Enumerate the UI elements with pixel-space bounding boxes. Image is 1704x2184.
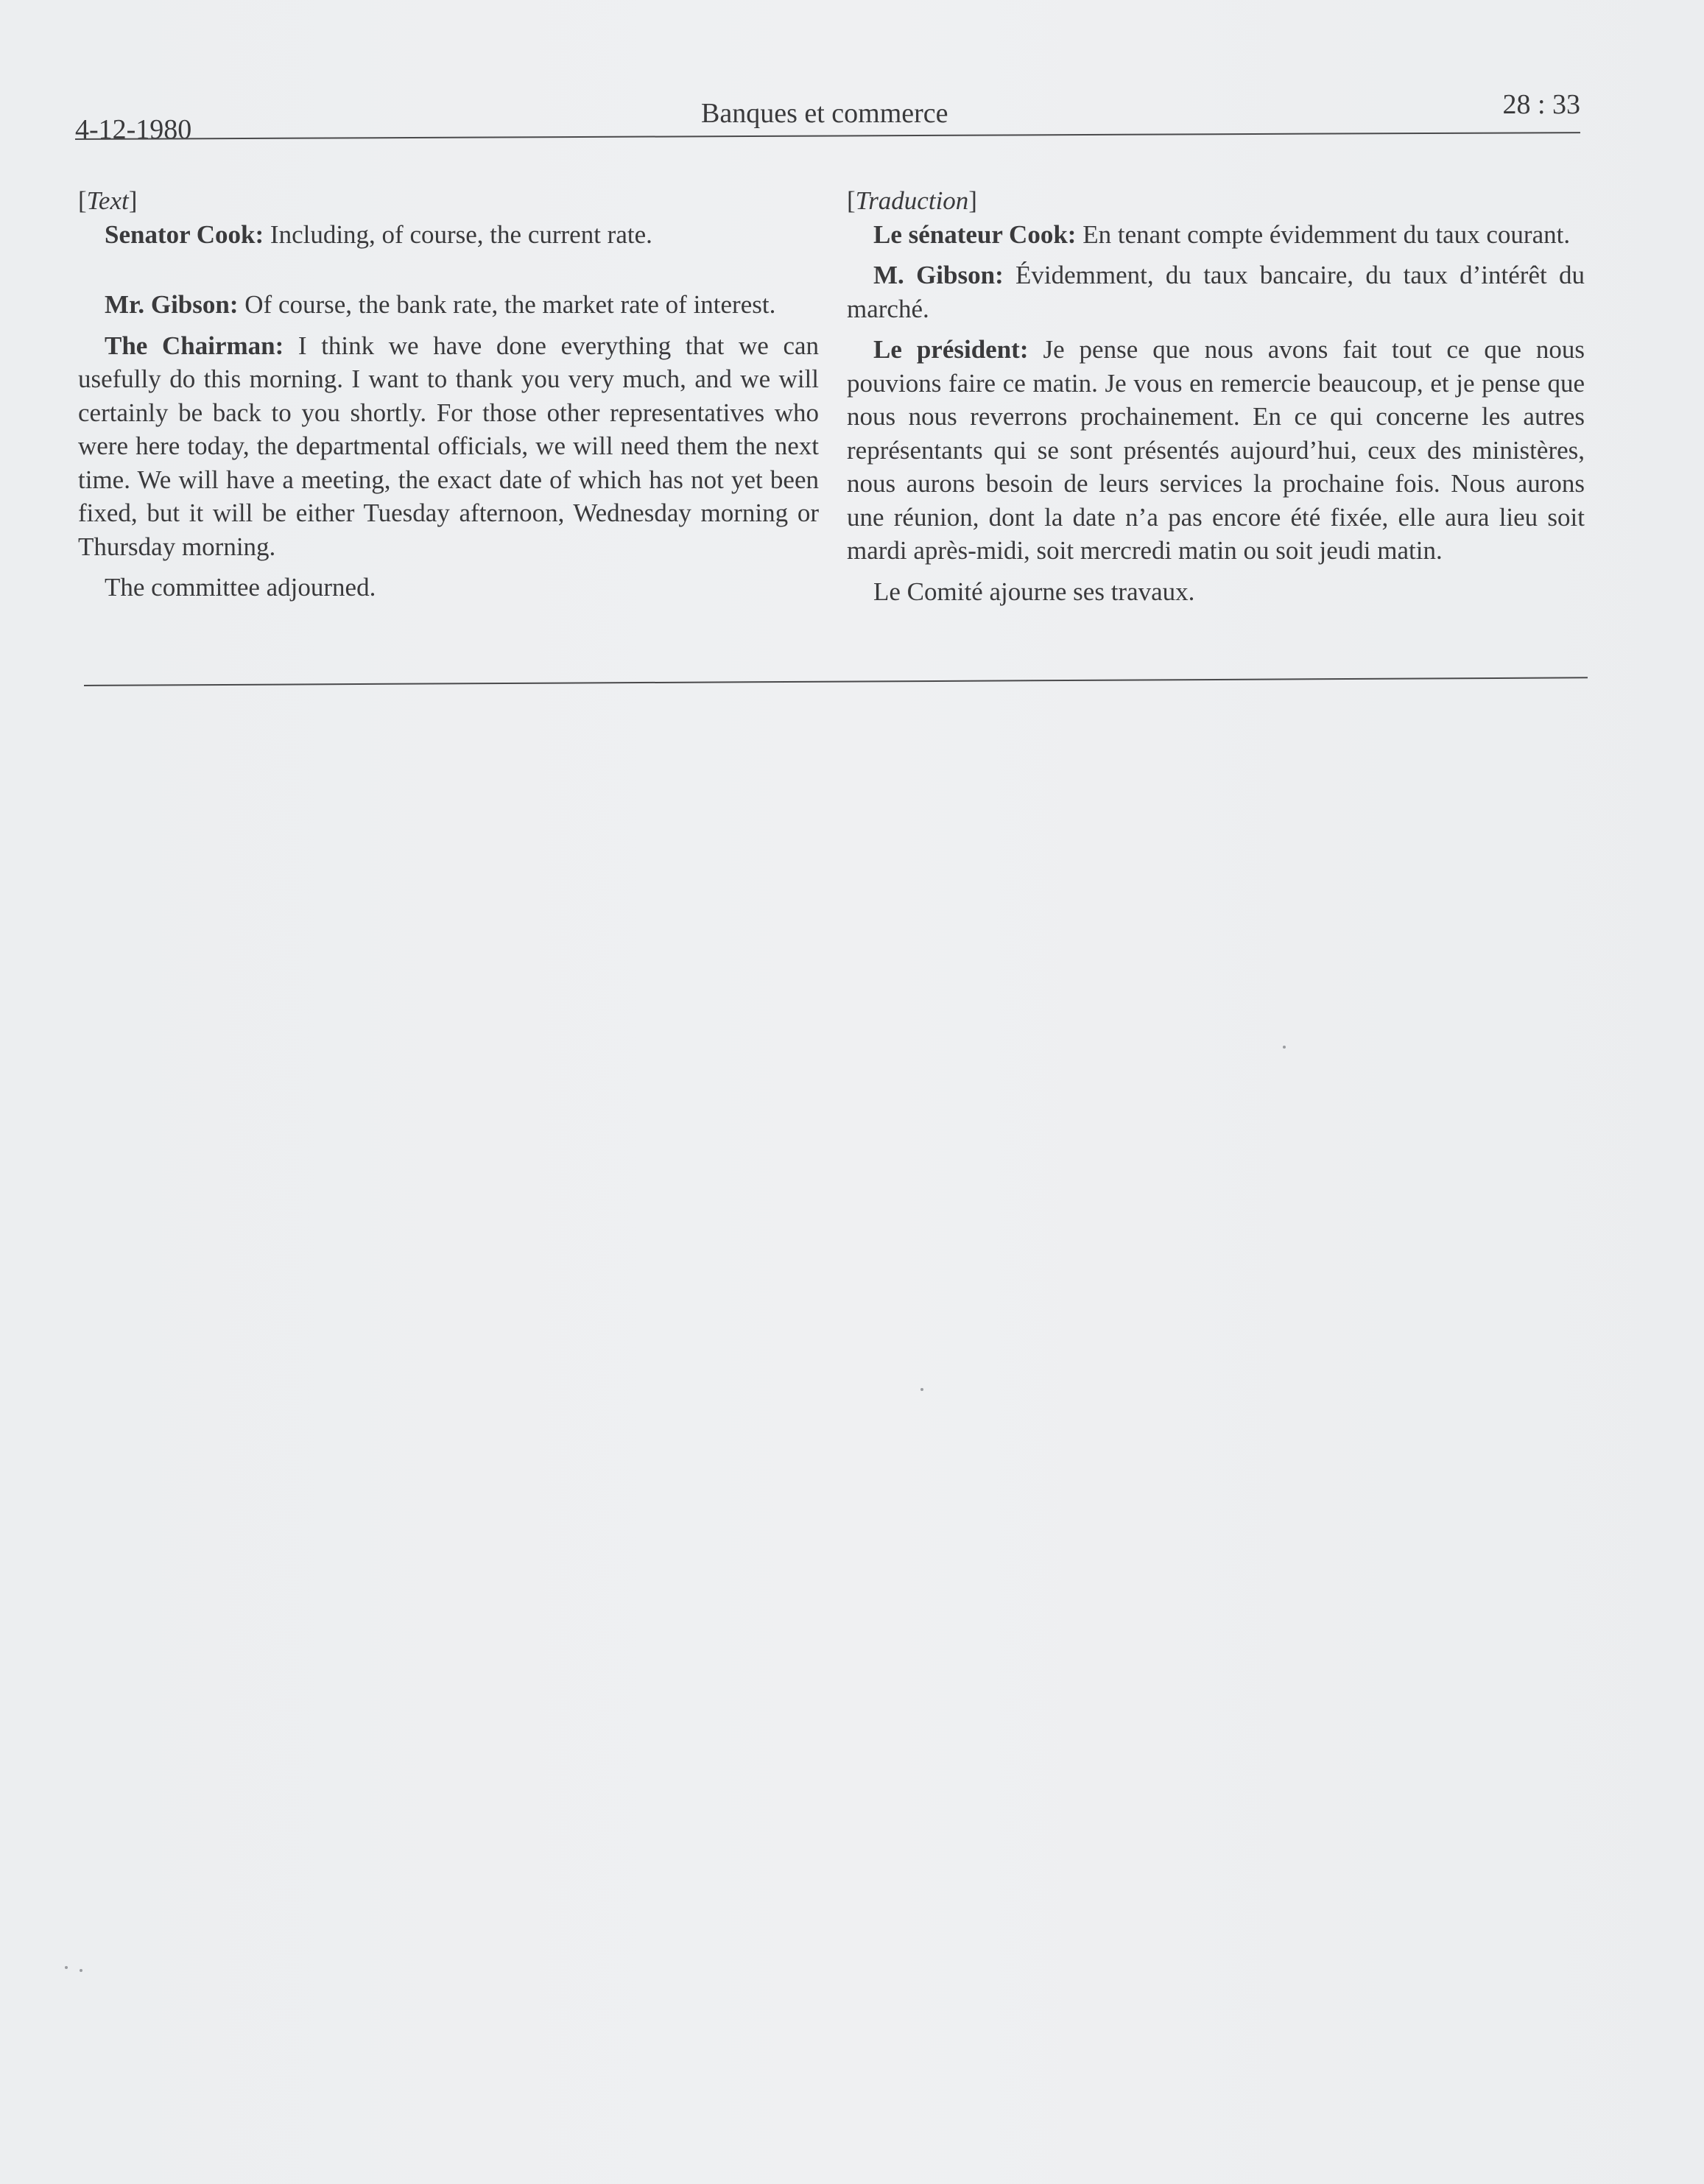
paragraph-m-gibson xyxy=(847,258,1585,325)
header-date: 4-12-1980 xyxy=(75,114,192,145)
language-marker-english: [Text] xyxy=(78,186,138,215)
paragraph-text: Je pense que nous avons fait tout ce que nous pouvions faire ce matin. Je vous en remercie beaucoup, et je pense que nous nous reverrons prochainement. En ce qui concerne les autres représentants qui se sont présentés aujourd’hui, ceux des ministères, nous aurons besoin de leurs services la prochaine fois. Nous aurons une réunion, dont la date n’a pas encore été fixée, elle aura lieu soit mardi après-midi, soit mercredi matin ou soit jeudi matin. xyxy=(847,335,1585,565)
speaker-name: M. Gibson: xyxy=(873,261,1004,289)
speaker-name: Senator Cook: xyxy=(105,219,264,249)
paragraph-ajourne xyxy=(847,575,1585,609)
paragraph-president xyxy=(847,333,1585,568)
paragraph-text: En tenant compte évidemment du taux courant. xyxy=(1082,219,1571,249)
paragraph-chairman xyxy=(78,329,819,564)
paragraph-text: I think we have done everything that we can usefully do this morning. I want to thank you very much, and we will certainly be back to you shortly. For those other representatives who were here today, the departmental officials, we will need them the next time. We will have a meeting, the exact date of which has not yet been fixed, but it will be either Tuesday afternoon, Wednesday morning or Thursday morning. xyxy=(78,331,820,561)
paragraph-adjourned xyxy=(78,571,819,605)
header-page-number: 28 : 33 xyxy=(1502,89,1580,120)
speaker-name: Mr. Gibson: xyxy=(105,290,239,319)
paragraph-mr-gibson xyxy=(78,288,819,322)
paragraph-text: Including, of course, the current rate. xyxy=(270,219,652,249)
scan-speck xyxy=(80,1969,82,1972)
language-marker-french: [Traduction] xyxy=(847,186,977,215)
scan-speck xyxy=(65,1966,68,1969)
paragraph-text: The committee adjourned. xyxy=(105,573,376,602)
paragraph-senateur-cook xyxy=(847,218,1585,252)
paragraph-text: Évidemment, du taux bancaire, du taux d’intérêt du marché. xyxy=(847,261,1585,323)
speaker-name: The Chairman: xyxy=(105,331,284,360)
paragraph-text: Of course, the bank rate, the market rate of interest. xyxy=(244,290,776,319)
paragraph-senator-cook xyxy=(78,218,819,252)
french-column xyxy=(847,184,1585,616)
scan-speck xyxy=(920,1388,923,1391)
section-end-rule xyxy=(84,677,1588,686)
header-title: Banques et commerce xyxy=(701,98,948,129)
speaker-name: Le président: xyxy=(873,335,1029,364)
speaker-name: Le sénateur Cook: xyxy=(873,219,1077,249)
scan-speck xyxy=(1283,1046,1286,1049)
paragraph-text: Le Comité ajourne ses travaux. xyxy=(873,577,1195,606)
english-column xyxy=(78,184,819,612)
